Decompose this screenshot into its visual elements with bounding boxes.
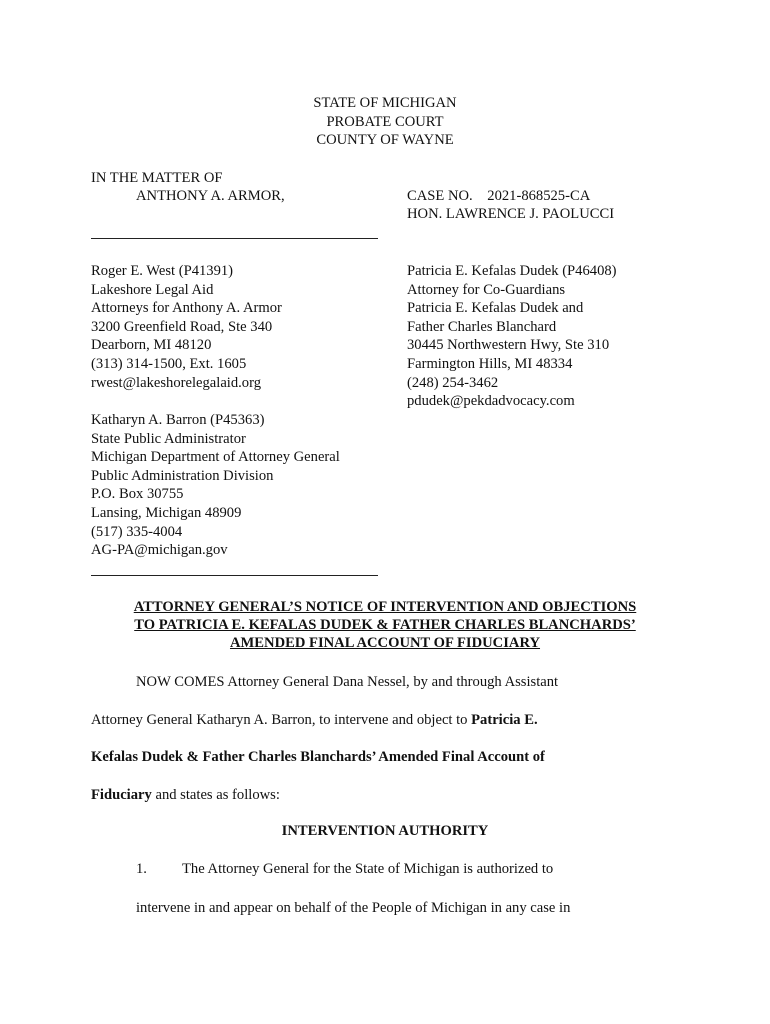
caption-state: STATE OF MICHIGAN	[313, 95, 457, 111]
title-line-1: ATTORNEY GENERAL’S NOTICE OF INTERVENTION AND OBJECTIONS	[133, 599, 637, 615]
counsel-right-line: (248) 254-3462	[407, 374, 499, 391]
counsel-ag-block	[91, 411, 340, 560]
intro-line-4-text: and states as follows:	[151, 787, 280, 803]
matter-prefix: IN THE MATTER OF	[91, 170, 223, 186]
counsel-left-line: (313) 314-1500, Ext. 1605	[91, 355, 247, 372]
paragraph-1-number: 1.	[136, 861, 147, 877]
counsel-left-email: rwest@lakeshorelegalaid.org	[91, 374, 261, 391]
counsel-ag-line: (517) 335-4004	[91, 523, 183, 540]
counsel-right-line: Patricia E. Kefalas Dudek (P46408)	[407, 263, 617, 279]
counsel-right-line: Farmington Hills, MI 48334	[407, 355, 573, 372]
court-caption	[0, 94, 770, 150]
document-title	[0, 598, 770, 652]
counsel-right-line: Patricia E. Kefalas Dudek and	[407, 300, 584, 317]
counsel-ag-line: Lansing, Michigan 48909	[91, 504, 242, 521]
counsel-left-line: 3200 Greenfield Road, Ste 340	[91, 318, 273, 335]
intro-line-4-bold: Fiduciary	[91, 787, 152, 803]
paragraph-1-line-2: intervene in and appear on behalf of the People of Michigan in any case in	[136, 900, 571, 916]
title-line-3: AMENDED FINAL ACCOUNT OF FIDUCIARY	[229, 635, 541, 651]
counsel-right-line: 30445 Northwestern Hwy, Ste 310	[407, 337, 610, 354]
counsel-left-line: Roger E. West (P41391)	[91, 263, 234, 279]
counsel-ag-line: Public Administration Division	[91, 467, 274, 484]
intro-line-1: NOW COMES Attorney General Dana Nessel, by and through Assistant	[136, 674, 559, 690]
counsel-right-block	[407, 262, 617, 411]
case-number: CASE NO. 2021-868525-CA	[407, 188, 591, 204]
counsel-ag-line: Katharyn A. Barron (P45363)	[91, 412, 265, 428]
judge-name: HON. LAWRENCE J. PAOLUCCI	[407, 206, 615, 222]
intro-line-3-bold: Kefalas Dudek & Father Charles Blanchards’ Amended Final Account of	[91, 749, 545, 765]
intro-line-2-text: Attorney General Katharyn A. Barron, to intervene and object to	[91, 712, 472, 728]
counsel-divider	[91, 575, 378, 576]
counsel-ag-line: State Public Administrator	[91, 430, 246, 447]
counsel-right-line: Attorney for Co-Guardians	[407, 281, 566, 298]
title-line-2: TO PATRICIA E. KEFALAS DUDEK & FATHER CHARLES BLANCHARDS’	[134, 617, 636, 633]
caption-court: PROBATE COURT	[326, 113, 444, 130]
counsel-ag-line: Michigan Department of Attorney General	[91, 449, 340, 466]
counsel-left-line: Dearborn, MI 48120	[91, 337, 212, 354]
caption-divider	[91, 238, 378, 239]
counsel-left-line: Lakeshore Legal Aid	[91, 281, 214, 298]
caption-county: COUNTY OF WAYNE	[316, 132, 454, 148]
counsel-left-line: Attorneys for Anthony A. Armor	[91, 300, 282, 317]
counsel-right-email: pdudek@pekdadvocacy.com	[407, 393, 575, 410]
paragraph-1-line-1: The Attorney General for the State of Michigan is authorized to	[182, 861, 554, 877]
intro-line-2	[91, 710, 538, 730]
matter-name: ANTHONY A. ARMOR,	[136, 188, 285, 204]
section-heading: INTERVENTION AUTHORITY	[281, 823, 489, 839]
counsel-ag-line: P.O. Box 30755	[91, 486, 184, 503]
counsel-right-line: Father Charles Blanchard	[407, 318, 557, 335]
counsel-ag-email: AG-PA@michigan.gov	[91, 542, 228, 559]
intro-line-3	[91, 747, 545, 767]
intro-line-2-bold: Patricia E.	[471, 712, 538, 728]
counsel-left-block	[91, 262, 282, 392]
intro-line-4	[91, 785, 280, 805]
